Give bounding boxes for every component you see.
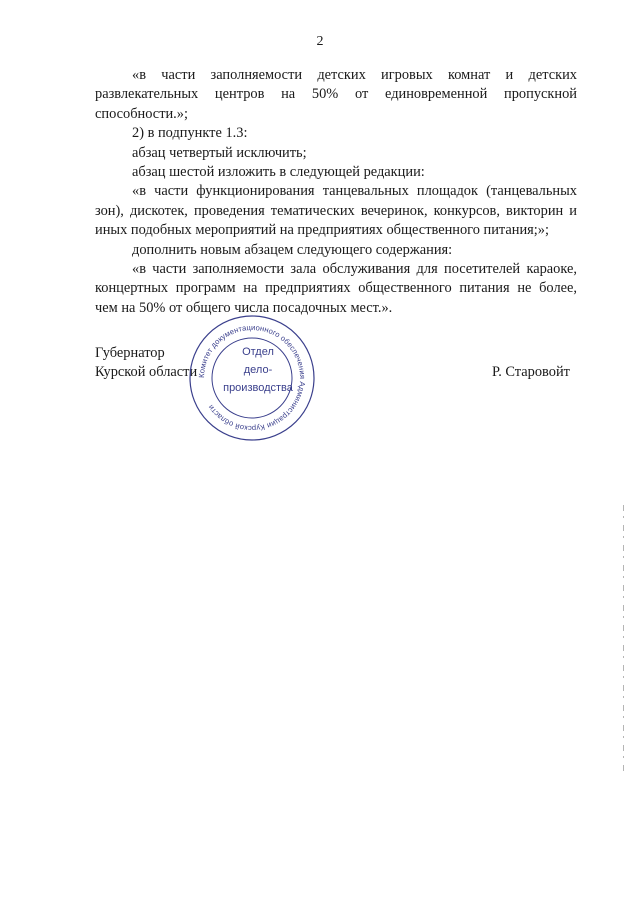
paragraph-line: чем на 50% от общего числа посадочных мест.». [95,299,393,316]
stamp-outer-ring [190,316,314,440]
stamp-ring-text: Комитет документационного обеспечения Администрации Курской области [196,322,308,434]
paragraph-line: «в части заполняемости детских игровых комнат и детских [132,67,577,83]
svg-text:Комитет документационного обес [197,323,307,433]
page-number: 2 [316,34,324,49]
signatory-title-line: Курской области [95,364,198,380]
paragraph-line: «в части функционирования танцевальных площадок (танцевальных [132,183,577,200]
signatory-name: Р. Старовойт [492,364,570,380]
stamp-center-line: дело- [243,364,273,376]
paragraph-line: «в части заполняемости зала обслуживания для посетителей караоке, [132,261,577,278]
paragraph-line: концертных программ на предприятиях общественного питания не более, [95,280,577,297]
paragraph-line: зон), дискотек, проведения тематических вечеринок, конкурсов, викторин и [95,202,577,219]
paragraph-line: способности.»; [95,105,188,122]
signatory-title [95,344,197,382]
office-stamp [186,312,318,444]
stamp-center-line: Отдел [242,346,274,358]
signatory-title-line: Губернатор [95,345,165,361]
item-heading: 2) в подпункте 1.3: [132,125,248,142]
paragraph-line: абзац четвертый исключить; [132,144,307,161]
scan-edge-mark [622,505,625,775]
paragraph-line: абзац шестой изложить в следующей редакции: [132,164,425,181]
stamp-center-line: производства [223,382,293,394]
paragraph-line: дополнить новым абзацем следующего содержания: [132,241,453,258]
document-body [95,66,577,318]
paragraph-line: иных подобных мероприятий на предприятиях общественного питания;»; [95,222,549,239]
paragraph-line: развлекательных центров на 50% от единовременной пропускной [95,86,577,103]
